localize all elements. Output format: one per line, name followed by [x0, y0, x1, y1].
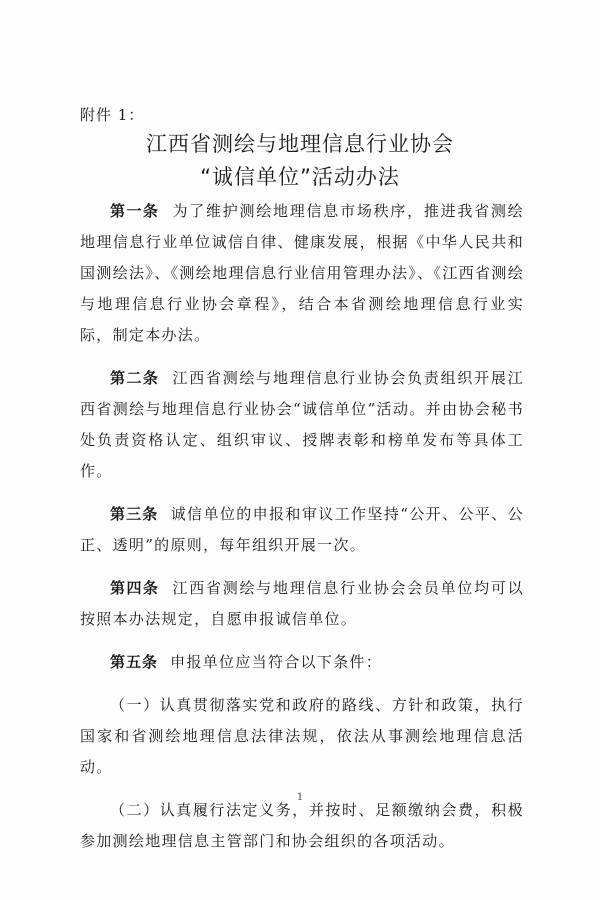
condition-item: （二）认真履行法定义务，并按时、足额缴纳会费，积极参加测绘地理信息主管部门和协会组织的各项活动。 — [80, 801, 524, 850]
article-heading: 第四条 — [110, 579, 160, 597]
document-title-line-1: 江西省测绘与地理信息行业协会 — [146, 132, 454, 156]
article-text: 江西省测绘与地理信息行业协会会员单位均可以按照本办法规定，自愿申报诚信单位。 — [80, 579, 524, 628]
article-2 — [80, 363, 524, 487]
article-3 — [80, 499, 524, 561]
article-heading: 第三条 — [110, 505, 159, 523]
article-5 — [80, 647, 524, 678]
article-text: 江西省测绘与地理信息行业协会负责组织开展江西省测绘与地理信息行业协会“诚信单位”活动。并由协会秘书处负责资格认定、组织审议、授牌表彰和榜单发布等具体工作。 — [80, 369, 524, 480]
document-body — [80, 196, 524, 857]
condition-item: （一）认真贯彻落实党和政府的路线、方针和政策，执行国家和省测绘地理信息法律法规，依法从事测绘地理信息活动。 — [80, 696, 524, 776]
article-heading: 第二条 — [110, 369, 160, 387]
article-text: 诚信单位的申报和审议工作坚持“公开、公平、公正、透明”的原则，每年组织开展一次。 — [80, 505, 524, 554]
article-text: 申报单位应当符合以下条件： — [170, 653, 383, 671]
document-title-line-2: “诚信单位”活动办法 — [200, 165, 400, 189]
article-1 — [80, 196, 524, 351]
attachment-label: 附件 1： — [80, 106, 145, 124]
article-heading: 第五条 — [110, 653, 159, 671]
article-text: 为了维护测绘地理信息市场秩序，推进我省测绘地理信息行业单位诚信自律、健康发展，根据《中华人民共和国测绘法》、《测绘地理信息行业信用管理办法》、《江西省测绘与地理信息行业协会章程》，结合本省测绘地理信息行业实际，制定本办法。 — [80, 202, 524, 344]
page-number: 1 — [296, 792, 304, 803]
article-4 — [80, 573, 524, 635]
article-heading: 第一条 — [110, 202, 160, 220]
